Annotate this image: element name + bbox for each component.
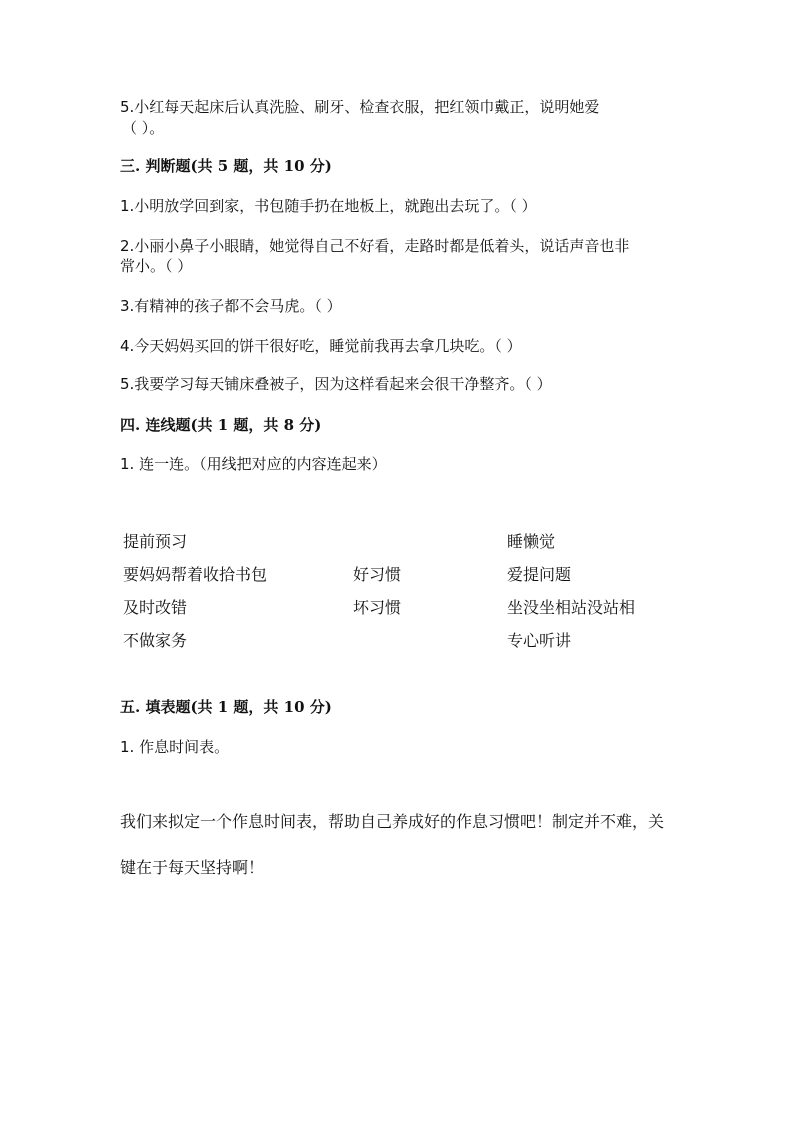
judgement-question-5: 5.我要学习每天铺床叠被子，因为这样看起来会很干净整齐。（ ）	[120, 375, 552, 393]
judgement-question-1: 1.小明放学回到家，书包随手扔在地板上，就跑出去玩了。（ ）	[120, 197, 537, 215]
judgement-question-4: 4.今天妈妈买回的饼干很好吃，睡觉前我再去拿几块吃。（ ）	[120, 337, 522, 355]
matching-middle-item: 坏习惯	[353, 598, 402, 617]
matching-right-item: 坐没坐相站没站相	[507, 598, 636, 617]
matching-left-item: 提前预习	[123, 532, 188, 551]
instruction-paragraph-line1: 我们来拟定一个作息时间表，帮助自己养成好的作息习惯吧！制定并不难，关	[120, 812, 665, 831]
section-heading-4: 四. 连线题(共 1 题，共 8 分)	[120, 416, 322, 434]
fill-question-5-blank: （ ）。	[122, 119, 165, 137]
matching-left-item: 要妈妈帮着收拾书包	[123, 565, 268, 584]
matching-middle-item: 好习惯	[353, 565, 402, 584]
matching-question-1: 1. 连一连。（用线把对应的内容连起来）	[120, 455, 387, 473]
matching-right-item: 睡懒觉	[507, 532, 556, 551]
section-heading-3: 三. 判断题(共 5 题，共 10 分)	[120, 157, 332, 175]
section-heading-5: 五. 填表题(共 1 题，共 10 分)	[120, 698, 332, 716]
fill-question-5-line1: 5.小红每天起床后认真洗脸、刷牙、检查衣服，把红领巾戴正，说明她爱	[120, 98, 600, 116]
judgement-question-2-line2: 常小。（ ）	[120, 257, 193, 275]
matching-right-item: 爱提问题	[507, 565, 572, 584]
matching-left-item: 不做家务	[123, 631, 188, 650]
instruction-paragraph-line2: 键在于每天坚持啊！	[120, 858, 265, 877]
judgement-question-3: 3.有精神的孩子都不会马虎。（ ）	[120, 297, 342, 315]
judgement-question-2-line1: 2.小丽小鼻子小眼睛，她觉得自己不好看，走路时都是低着头，说话声音也非	[120, 237, 630, 255]
matching-right-item: 专心听讲	[507, 631, 572, 650]
table-question-1: 1. 作息时间表。	[120, 738, 230, 756]
matching-left-item: 及时改错	[123, 598, 188, 617]
